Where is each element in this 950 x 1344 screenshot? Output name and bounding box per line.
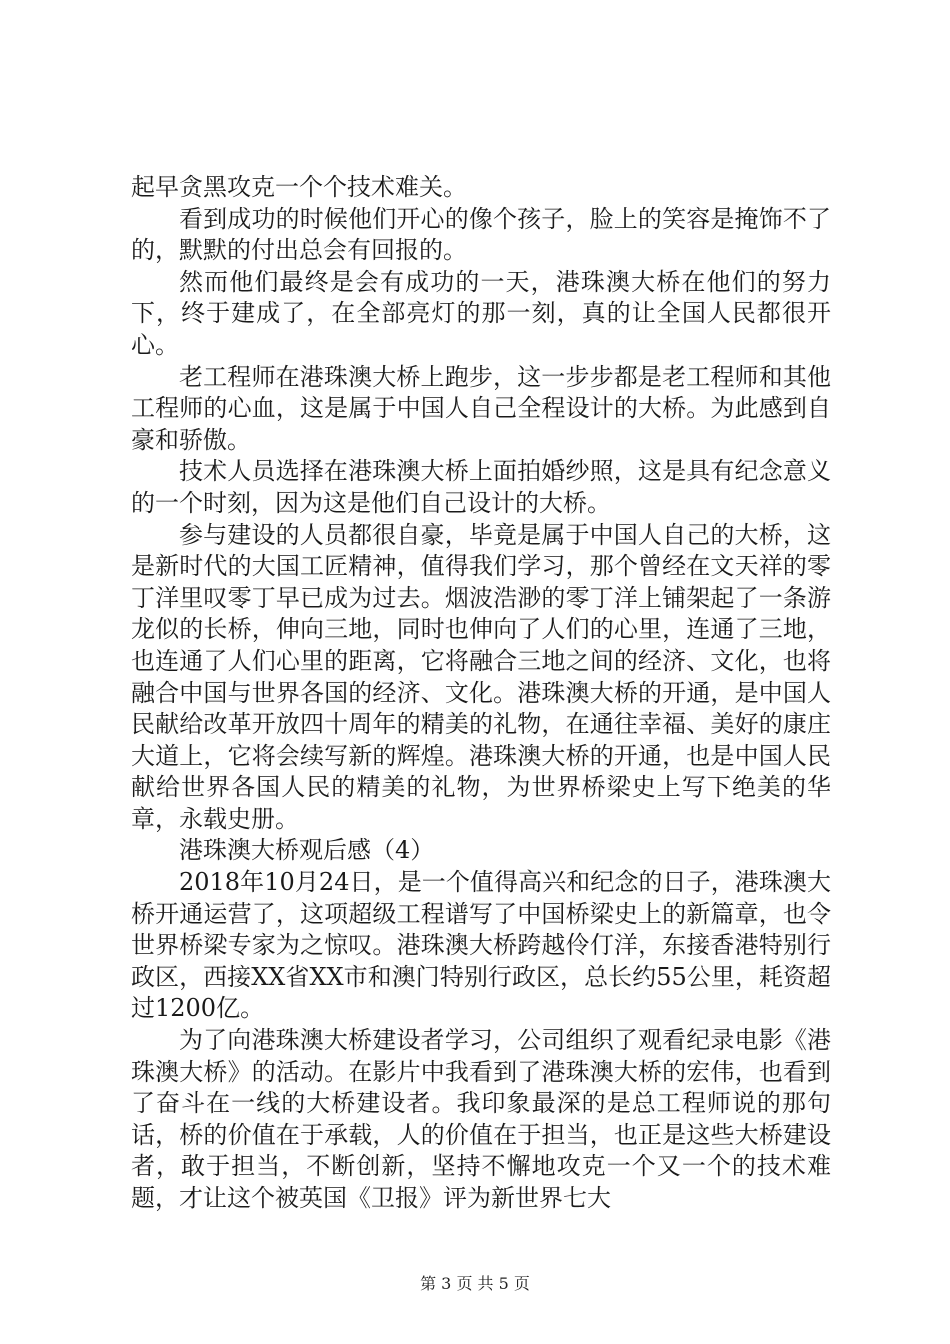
- paragraph-7: 2018年10月24日，是一个值得高兴和纪念的日子，港珠澳大桥开通运营了，这项超级工程谱写了中国桥梁史上的新篇章，也令世界桥梁专家为之惊叹。港珠澳大桥跨越伶仃洋，东接香港特别行政区，西接XX省XX市和澳门特别行政区，总长约55公里，耗资超过1200亿。: [131, 868, 831, 1023]
- paragraph-3: 然而他们最终是会有成功的一天，港珠澳大桥在他们的努力下，终于建成了，在全部亮灯的那一刻，真的让全国人民都很开心。: [131, 267, 831, 359]
- paragraph-6: 参与建设的人员都很自豪，毕竟是属于中国人自己的大桥，这是新时代的大国工匠精神，值得我们学习，那个曾经在文天祥的零丁洋里叹零丁早已成为过去。烟波浩渺的零丁洋上铺架起了一条游龙似的长桥，伸向三地，同时也伸向了人们的心里，连通了三地，也连通了人们心里的距离，它将融合三地之间的经济、文化，也将融合中国与世界各国的经济、文化。港珠澳大桥的开通，是中国人民献给改革开放四十周年的精美的礼物，在通往幸福、美好的康庄大道上，它将会续写新的辉煌。港珠澳大桥的开通，也是中国人民献给世界各国人民的精美的礼物，为世界桥梁史上写下绝美的华章，永载史册。: [131, 520, 831, 833]
- paragraph-4: 老工程师在港珠澳大桥上跑步，这一步步都是老工程师和其他工程师的心血，这是属于中国人自己全程设计的大桥。为此感到自豪和骄傲。: [131, 362, 831, 454]
- section-heading: 港珠澳大桥观后感（4）: [179, 836, 435, 865]
- paragraph-1: 起早贪黑攻克一个个技术难关。: [131, 173, 467, 201]
- paragraph-5: 技术人员选择在港珠澳大桥上面拍婚纱照，这是具有纪念意义的一个时刻，因为这是他们自己设计的大桥。: [131, 457, 831, 517]
- document-body: [131, 172, 831, 1215]
- paragraph-2: 看到成功的时候他们开心的像个孩子，脸上的笑容是掩饰不了的，默默的付出总会有回报的。: [131, 204, 831, 265]
- page-footer: 第 3 页 共 5 页: [420, 1274, 530, 1293]
- paragraph-8: 为了向港珠澳大桥建设者学习，公司组织了观看纪录电影《港珠澳大桥》的活动。在影片中我看到了港珠澳大桥的宏伟，也看到了奋斗在一线的大桥建设者。我印象最深的是总工程师说的那句话，桥的价值在于承载，人的价值在于担当，也正是这些大桥建设者，敢于担当，不断创新，坚持不懈地攻克一个又一个的技术难题，才让这个被英国《卫报》评为新世界七大: [131, 1026, 831, 1212]
